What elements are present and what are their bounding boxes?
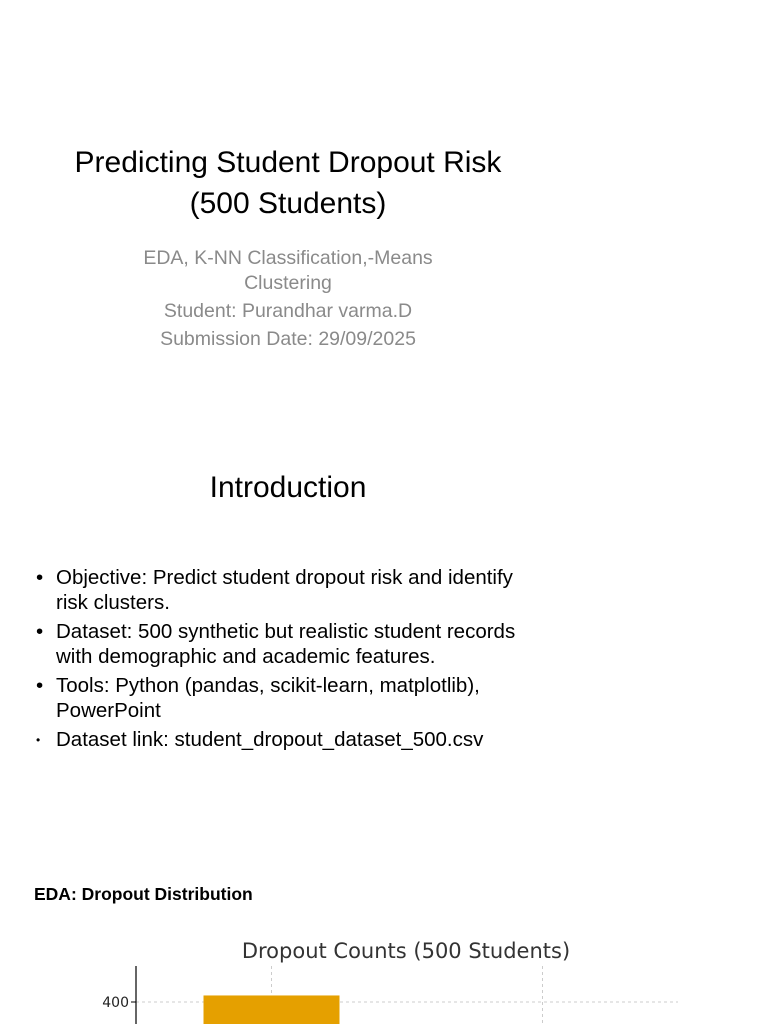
bullet-marker: • — [36, 674, 44, 697]
bullet-marker: • — [36, 566, 44, 589]
bullet-text: Objective: Predict student dropout risk and identify risk clusters. — [56, 566, 513, 614]
intro-heading: Introduction — [209, 471, 367, 504]
subtitle-methods: EDA, K-NN Classification,-Means — [143, 247, 433, 269]
subtitle-student: Student: Purandhar varma.D — [163, 300, 413, 322]
chart-title: Dropout Counts (500 Students) — [241, 939, 571, 963]
bullet-item — [36, 619, 536, 669]
bullet-item — [36, 565, 536, 615]
bullet-text: Tools: Python (pandas, scikit-learn, matplotlib), PowerPoint — [56, 674, 480, 722]
slide-subtitle — [80, 246, 496, 352]
bullet-text: Dataset: 500 synthetic but realistic student records with demographic and academic features. — [56, 620, 516, 668]
dropout-chart — [0, 920, 768, 1024]
subtitle-methods-cont: Clustering — [244, 272, 332, 294]
eda-heading: EDA: Dropout Distribution — [34, 884, 253, 904]
bullet-marker: • — [36, 733, 41, 747]
bullet-item — [36, 673, 536, 723]
slide-title — [30, 142, 546, 224]
y-tick-label: 400 — [102, 995, 129, 1011]
chart-bar-0 — [204, 995, 340, 1024]
bullet-marker: • — [36, 620, 44, 643]
intro-bullet-list — [36, 565, 536, 756]
slide-title-line-1: Predicting Student Dropout Risk — [74, 146, 502, 179]
bullet-text: Dataset link: student_dropout_dataset_500.csv — [56, 728, 484, 751]
subtitle-date: Submission Date: 29/09/2025 — [160, 328, 416, 350]
slide-title-line-2: (500 Students) — [189, 187, 387, 220]
bullet-item — [36, 727, 536, 752]
